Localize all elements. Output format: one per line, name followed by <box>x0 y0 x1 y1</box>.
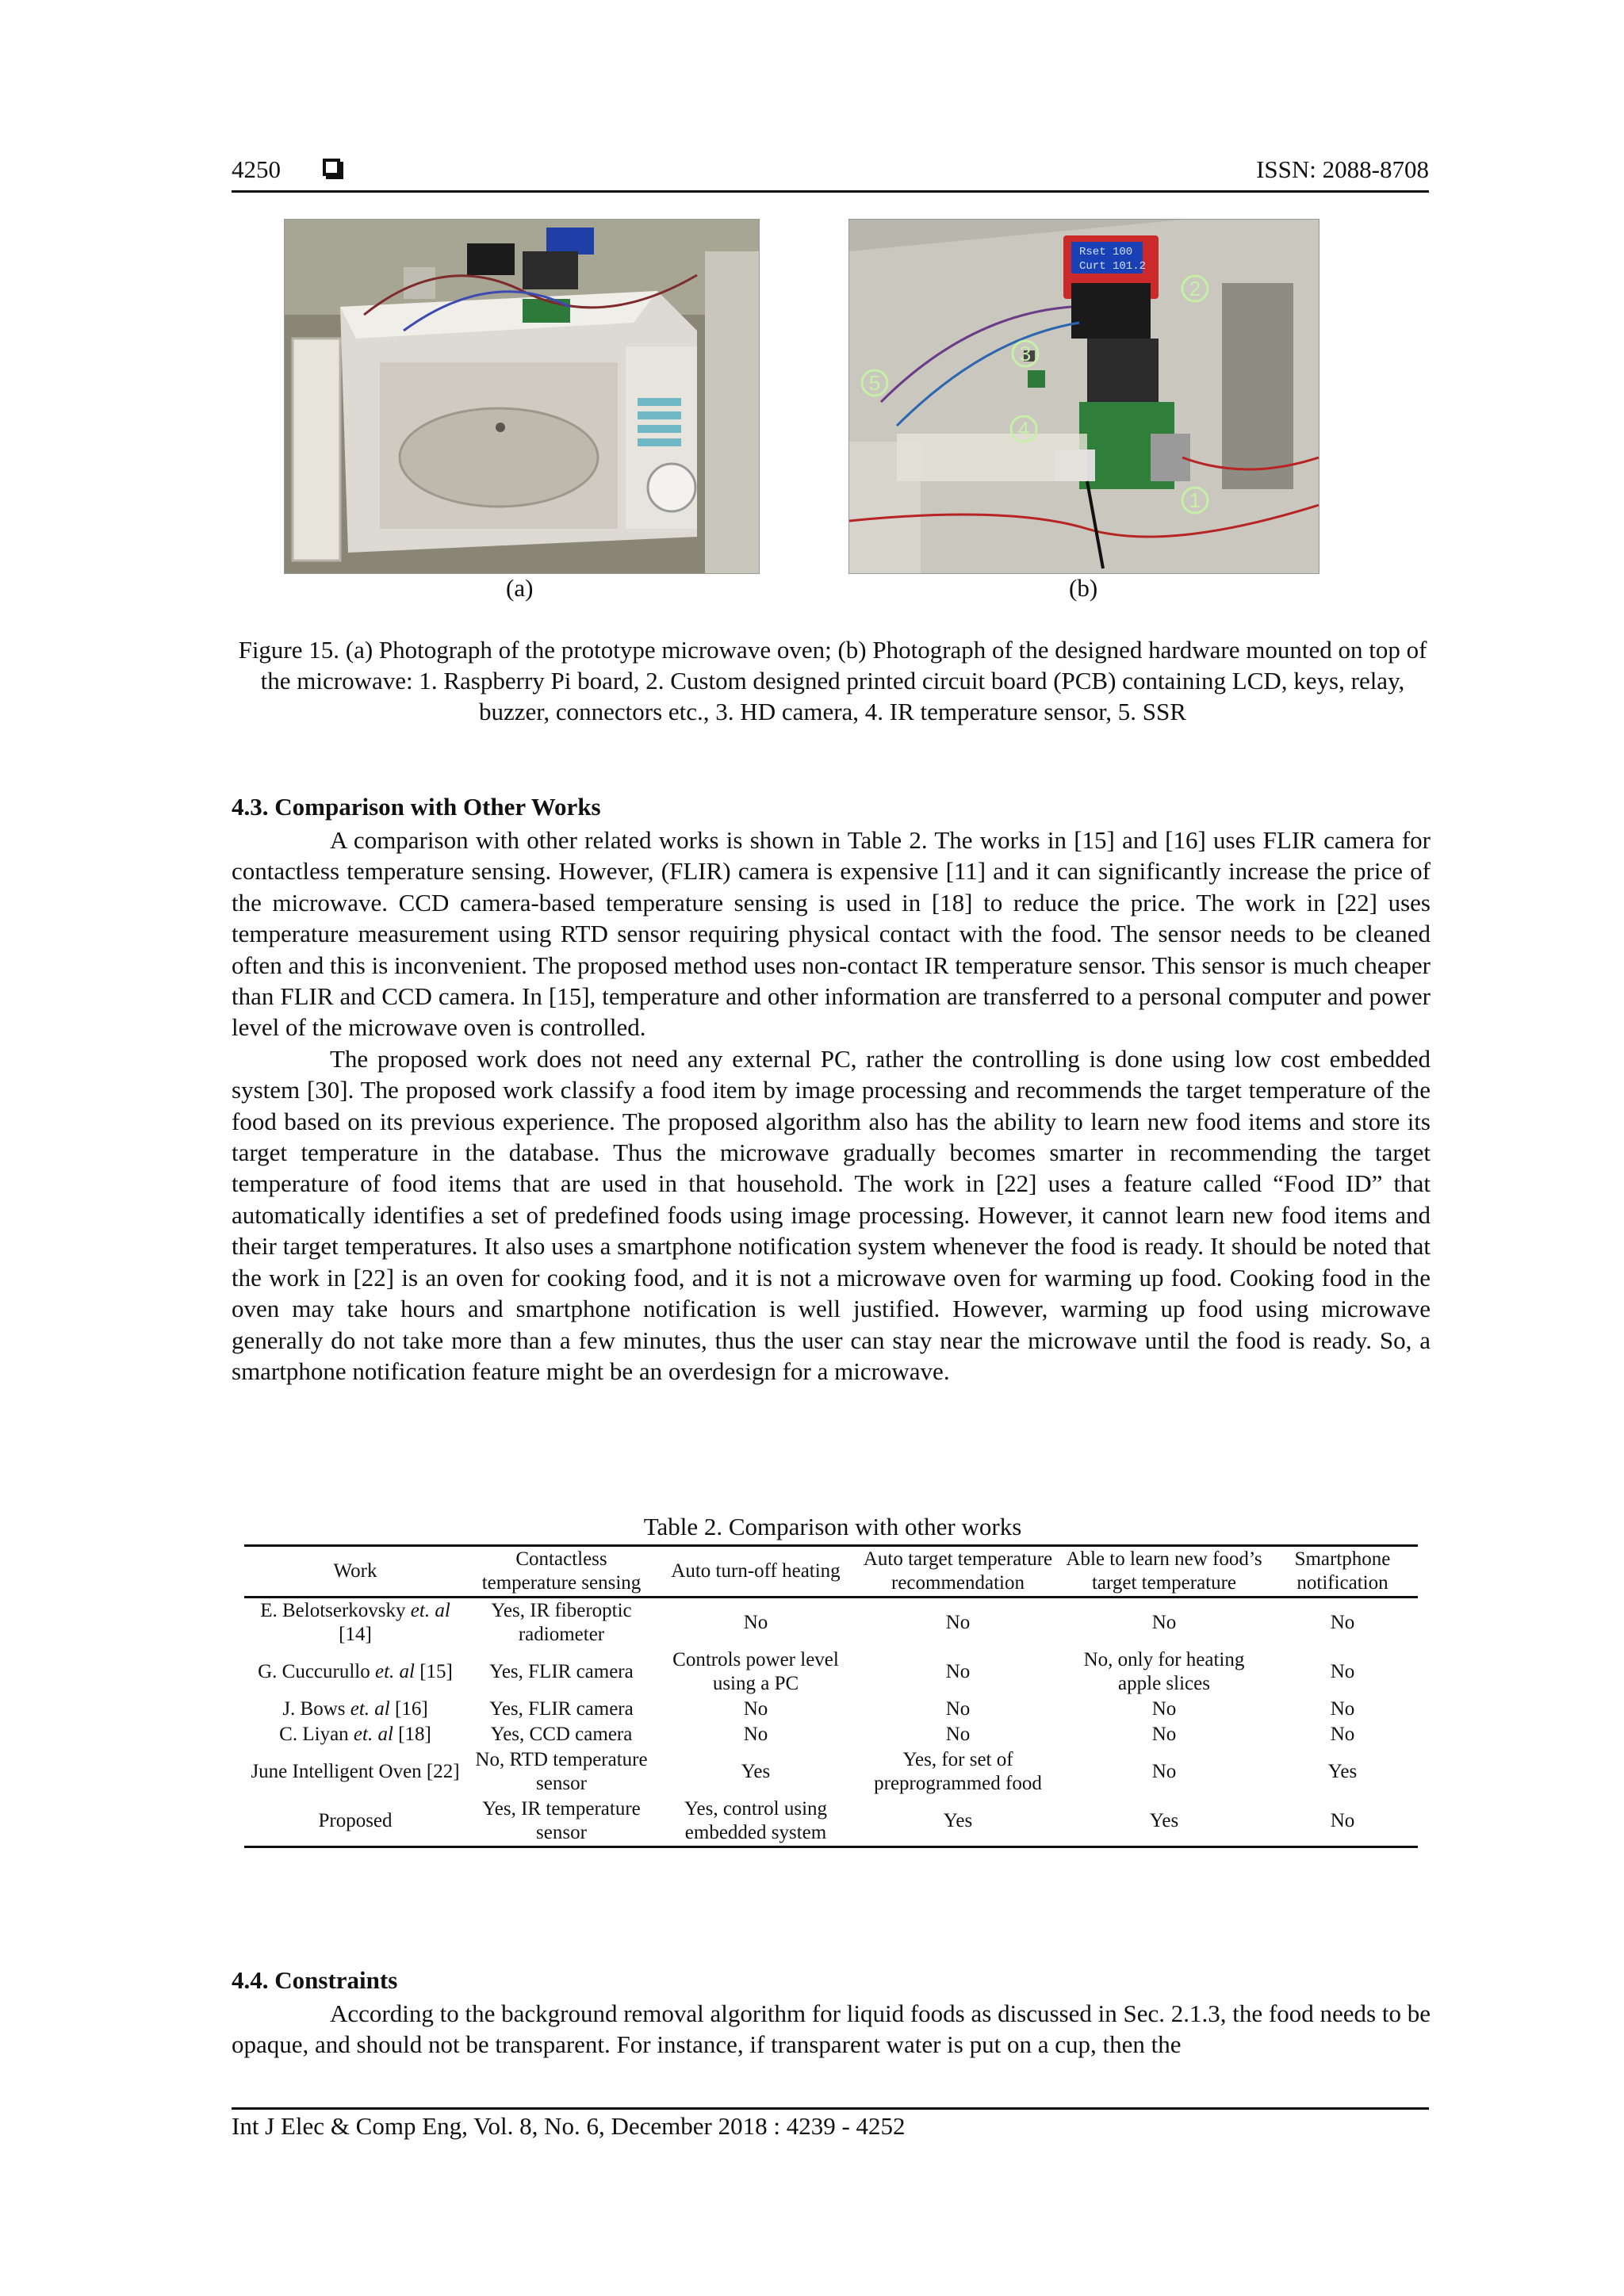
header-cell: Able to learn new food’s target temperature <box>1066 1548 1262 1594</box>
checkbox-glyph-icon <box>323 159 340 176</box>
table-cell: No <box>743 1698 768 1720</box>
table-cell: Yes, for set of preprogrammed food <box>874 1749 1042 1794</box>
table-cell: No <box>1151 1724 1177 1745</box>
header-cell: Smartphone notification <box>1294 1548 1391 1594</box>
table-cell: No <box>1151 1698 1177 1720</box>
work-cell: C. Liyan et. al [18] <box>279 1724 431 1745</box>
table-cell: Yes, FLIR camera <box>489 1698 634 1720</box>
table-cell: No <box>945 1724 971 1745</box>
table-cell: No <box>1151 1612 1177 1633</box>
header-cell: Contactless temperature sensing <box>481 1548 642 1594</box>
table-row <box>244 1722 1418 1747</box>
table-cell: Yes, IR temperature sensor <box>482 1798 641 1843</box>
figure-label-b: (b) <box>1069 574 1098 602</box>
header-cell: Work <box>333 1560 377 1582</box>
header-cell: Auto turn-off heating <box>671 1560 841 1582</box>
lcd-line-2: Curt 101.2 <box>1079 260 1147 273</box>
work-cell: G. Cuccurullo et. al [15] <box>258 1661 453 1682</box>
figure-photo-hardware <box>848 219 1320 574</box>
table-cell: Yes <box>943 1810 973 1831</box>
table-cell: No, RTD temperature sensor <box>475 1749 648 1794</box>
table-cell: Yes <box>1327 1761 1358 1782</box>
section-4-4-body <box>232 1998 1431 2061</box>
marker-4: 4 <box>1017 417 1030 441</box>
section-heading-4-3: 4.3. Comparison with Other Works <box>232 793 601 821</box>
marker-1: 1 <box>1189 488 1201 512</box>
footer-citation: Int J Elec & Comp Eng, Vol. 8, No. 6, December 2018 : 4239 - 4252 <box>232 2112 906 2140</box>
comparison-table <box>244 1544 1418 1848</box>
table-header-row <box>244 1546 1418 1598</box>
page-number: 4250 <box>232 155 281 183</box>
section-heading-4-4: 4.4. Constraints <box>232 1966 398 1994</box>
table-cell: No <box>945 1612 971 1633</box>
figure-caption: Figure 15. (a) Photograph of the prototype microwave oven; (b) Photograph of the designed hardware mounted on top of the microwave: 1. Raspberry Pi board, 2. Custom designed printed circuit board (PCB) containing LCD, keys, relay, buzzer, connectors etc., 3. HD camera, 4. IR temperature sensor, 5. SSR <box>238 636 1427 725</box>
table-cell: No <box>1330 1661 1355 1682</box>
marker-5: 5 <box>868 371 881 395</box>
table-cell: No <box>743 1724 768 1745</box>
table-cell: Yes <box>1149 1810 1179 1831</box>
work-cell: J. Bows et. al [16] <box>282 1698 428 1720</box>
header-cell: Auto target temperature recommendation <box>863 1548 1053 1594</box>
table-cell: Yes, IR fiberoptic radiometer <box>491 1600 632 1645</box>
table-cell: Yes <box>741 1761 771 1782</box>
marker-2: 2 <box>1189 277 1201 300</box>
table-title: Table 2. Comparison with other works <box>643 1513 1022 1540</box>
table-cell: No <box>945 1661 971 1682</box>
table-cell: Controls power level using a PC <box>672 1649 839 1694</box>
paragraph: The proposed work does not need any external PC, rather the controlling is done using low cost embedded system [30]. The proposed work classify a food item by image processing and recommends the target temperature of the food based on its previous experience. The proposed algorithm also has the ability to learn new food items and store its target temperature in the database. Thus the microwave gradually becomes smarter in recommending the target temperature of food items that are used in that household. The work in [22] uses a feature called “Food ID” that automatically identifies a set of predefined foods using image processing. However, it cannot learn new food items and their target temperatures. It also uses a smartphone notification system whenever the food is ready. It should be noted that the work in [22] is an oven for cooking food, and it is not a microwave oven for warming up food. Cooking food in the oven may take hours and smartphone notification is well justified. However, warming up food using microwave generally do not take more than a few minutes, thus the user can stay near the microwave until the food is ready. So, a smartphone notification feature might be an overdesign for a microwave. <box>232 1044 1431 1385</box>
footer-divider <box>232 2107 1429 2110</box>
figure-photo-microwave <box>284 219 760 574</box>
table-cell: No <box>1151 1761 1177 1782</box>
table-cell: Yes, control using embedded system <box>684 1798 828 1843</box>
header-divider <box>232 190 1429 193</box>
work-cell: E. Belotserkovsky et. al [14] <box>260 1600 450 1645</box>
table-cell: No <box>1330 1724 1355 1745</box>
table-row <box>244 1747 1418 1797</box>
table-cell: No, only for heating apple slices <box>1083 1649 1245 1694</box>
table-row <box>244 1797 1418 1847</box>
figure-label-a: (a) <box>506 574 534 602</box>
table-cell: No <box>1330 1810 1355 1831</box>
work-cell: Proposed <box>318 1810 393 1831</box>
table-cell: No <box>945 1698 971 1720</box>
journal-issn: ISSN: 2088-8708 <box>1256 155 1429 183</box>
section-4-3-body <box>232 825 1431 1387</box>
table-row <box>244 1598 1418 1648</box>
work-cell: June Intelligent Oven [22] <box>251 1761 460 1782</box>
table-cell: Yes, FLIR camera <box>489 1661 634 1682</box>
table-cell: No <box>1330 1612 1355 1633</box>
table-cell: No <box>743 1612 768 1633</box>
table-row <box>244 1647 1418 1697</box>
paragraph: A comparison with other related works is shown in Table 2. The works in [15] and [16] uses FLIR camera for contactless temperature sensing. However, (FLIR) camera is expensive [11] and it can significantly increase the price of the microwave. CCD camera-based temperature sensing is used in [18] to reduce the price. The work in [22] uses temperature measurement using RTD sensor requiring physical contact with the food. The sensor needs to be cleaned often and this is inconvenient. The proposed method uses non-contact IR temperature sensor. This sensor is much cheaper than FLIR and CCD camera. In [15], temperature and other information are transferred to a personal computer and power level of the microwave oven is controlled. <box>232 826 1431 1042</box>
marker-3: 3 <box>1019 342 1032 365</box>
table-cell: Yes, CCD camera <box>490 1724 633 1745</box>
table-cell: No <box>1330 1698 1355 1720</box>
paragraph: According to the background removal algorithm for liquid foods as discussed in Sec. 2.1.3, the food needs to be opaque, and should not be transparent. For instance, if transparent water is put on a cup, then the <box>232 1999 1431 2059</box>
table-row <box>244 1697 1418 1722</box>
lcd-line-1: Rset 100 <box>1079 246 1133 258</box>
